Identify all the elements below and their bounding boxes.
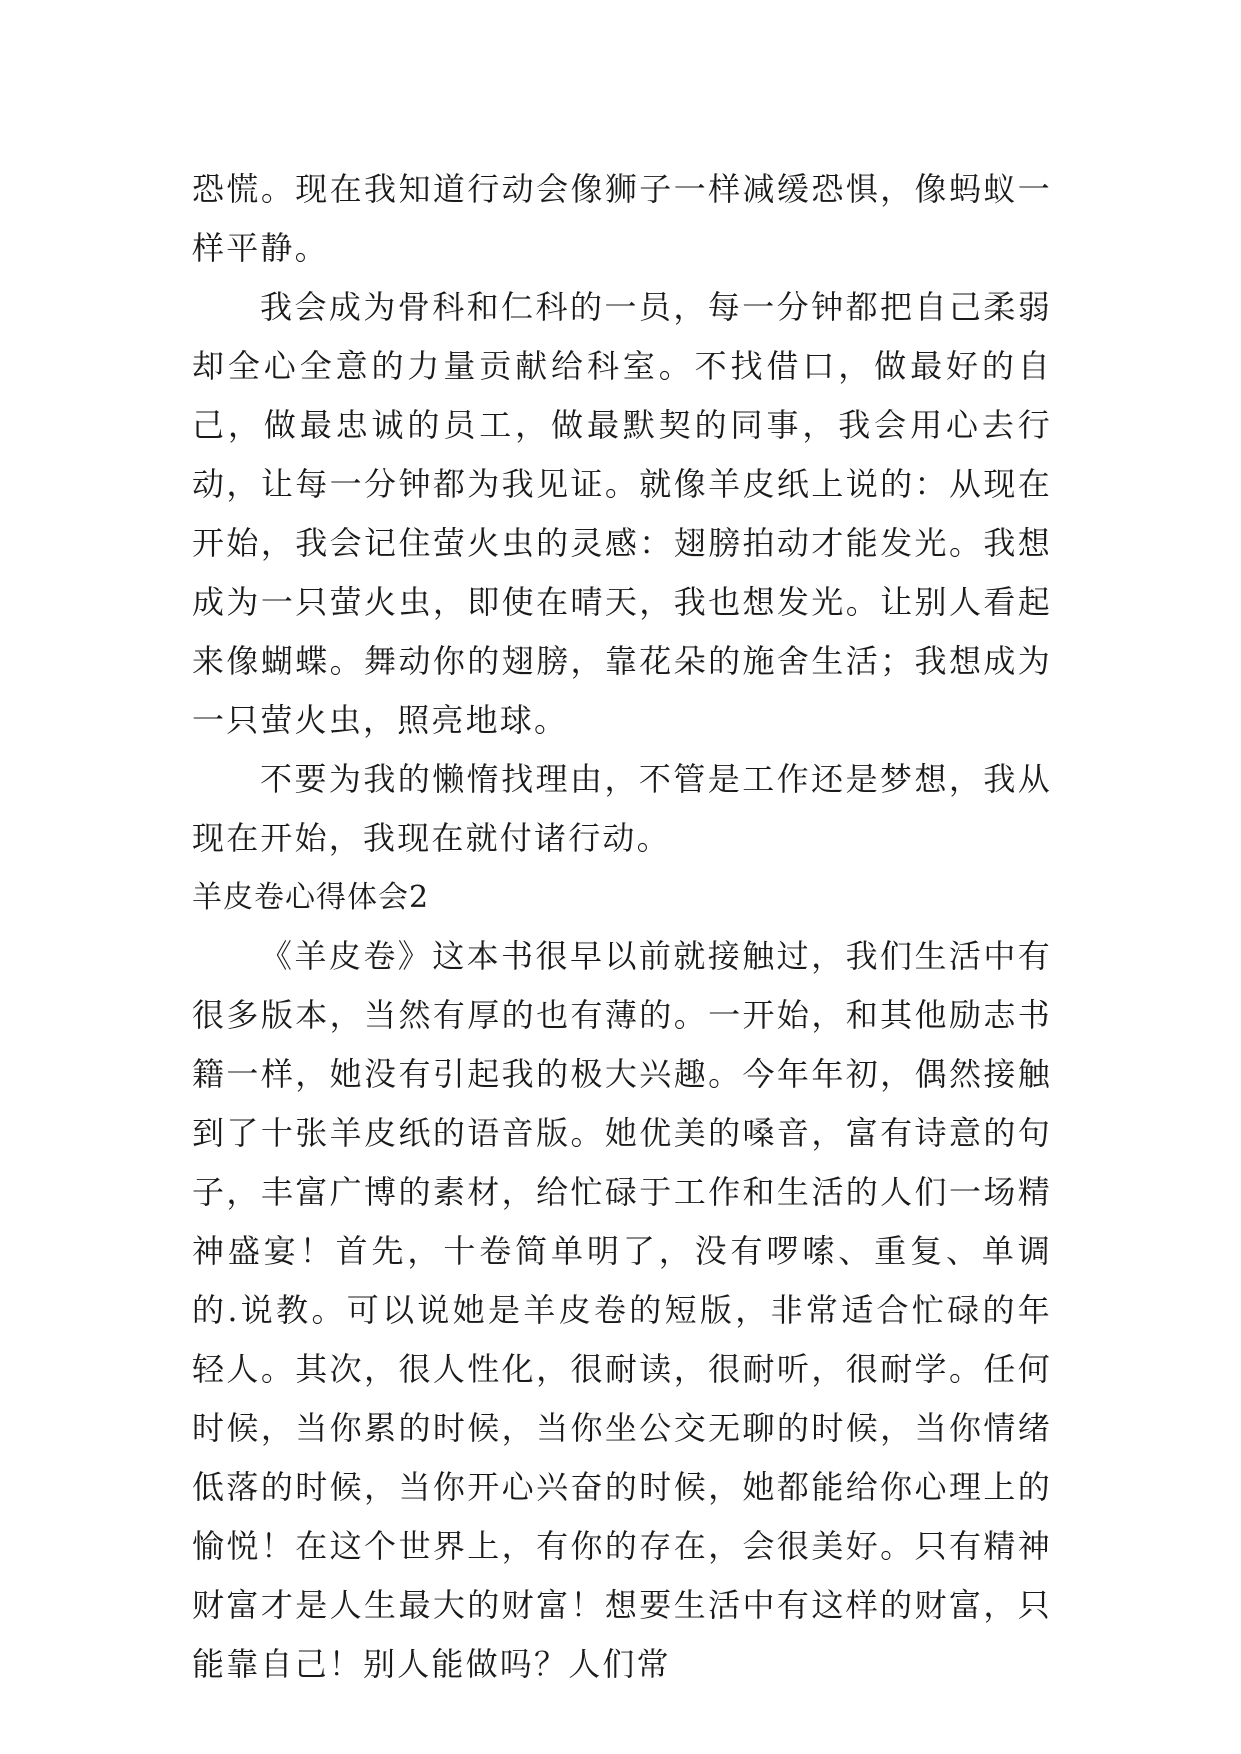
paragraph: 《羊皮卷》这本书很早以前就接触过，我们生活中有很多版本，当然有厚的也有薄的。一开始，和其他励志书籍一样，她没有引起我的极大兴趣。今年年初，偶然接触到了十张羊皮纸的语音版。她优美的嗓音，富有诗意的句子，丰富广博的素材，给忙碌于工作和生活的人们一场精神盛宴！首先，十卷简单明了，没有啰嗦、重复、单调的.说教。可以说她是羊皮卷的短版，非常适合忙碌的年轻人。其次，很人性化，很耐读，很耐听，很耐学。任何时候，当你累的时候，当你坐公交无聊的时候，当你情绪低落的时候，当你开心兴奋的时候，她都能给你心理上的愉悦！在这个世界上，有你的存在，会很美好。只有精神财富才是人生最大的财富！想要生活中有这样的财富，只能靠自己！别人能做吗？人们常: [192, 937, 1052, 1683]
section-heading: 羊皮卷心得体会2: [192, 880, 430, 915]
paragraph: 恐慌。现在我知道行动会像狮子一样减缓恐惧，像蚂蚁一样平静。: [192, 170, 1052, 267]
document-body: [192, 160, 1052, 1694]
paragraph: 我会成为骨科和仁科的一员，每一分钟都把自己柔弱却全心全意的力量贡献给科室。不找借口，做最好的自己，做最忠诚的员工，做最默契的同事，我会用心去行动，让每一分钟都为我见证。就像羊皮纸上说的：从现在开始，我会记住萤火虫的灵感：翅膀拍动才能发光。我想成为一只萤火虫，即使在晴天，我也想发光。让别人看起来像蝴蝶。舞动你的翅膀，靠花朵的施舍生活；我想成为一只萤火虫，照亮地球。: [192, 288, 1052, 739]
paragraph: 不要为我的懒惰找理由，不管是工作还是梦想，我从现在开始，我现在就付诸行动。: [192, 760, 1052, 857]
